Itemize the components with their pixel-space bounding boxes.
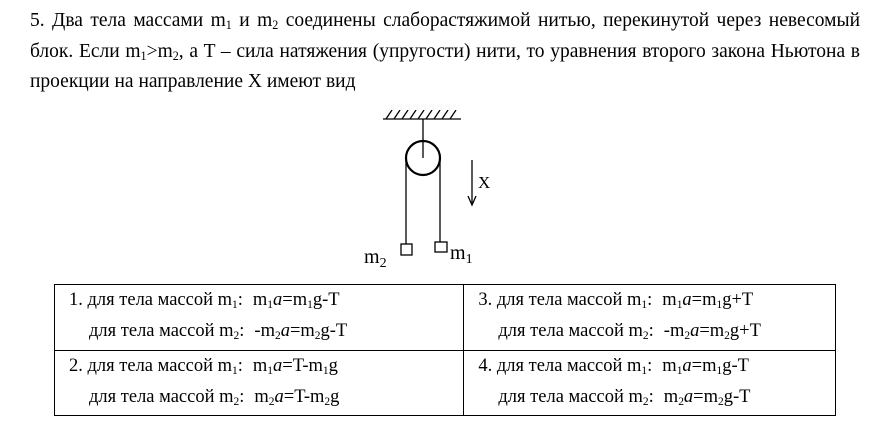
ceiling-hatch: [383, 110, 461, 119]
mass-m2-block: [401, 244, 412, 255]
question-text: 5. Два тела массами $m_1$ и $m_2$ соединены слаборастяжимой нитью, перекинутой через невесомый блок. Если $m_1>m_2$, а T – сила натяжения (упругости) нити, то уравнения второго закона Ньютона в проекции на направление X имеют вид: [30, 10, 861, 92]
option-3[interactable]: 3. для тела массой $m_1$: $m_1a=m_1g+T$ для тела массой $m_2$: $-m_2a=m_2g+T$: [464, 285, 836, 351]
question-number: 5.: [30, 10, 45, 31]
x-axis-label: X: [478, 173, 491, 192]
option-4[interactable]: 4. для тела массой $m_1$: $m_1a=m_1g-T$ для тела массой $m_2$: $m_2a=m_2g-T$: [464, 350, 836, 416]
option-1[interactable]: 1. для тела массой $m_1$: $m_1a=m_1g-T$ для тела массой $m_2$: $-m_2a=m_2g-T$: [55, 285, 464, 351]
mass-m2-label: $m_2$: [364, 246, 387, 271]
mass-m1-label: $m_1$: [450, 242, 473, 267]
x-axis-arrow: [468, 160, 476, 205]
option-2[interactable]: 2. для тела массой $m_1$: $m_1a=T-m_1g$ для тела массой $m_2$: $m_2a=T-m_2g$: [55, 350, 464, 416]
answer-options-table: [54, 284, 836, 416]
mass-m1-block: [435, 242, 447, 252]
pulley-diagram: [350, 110, 510, 278]
